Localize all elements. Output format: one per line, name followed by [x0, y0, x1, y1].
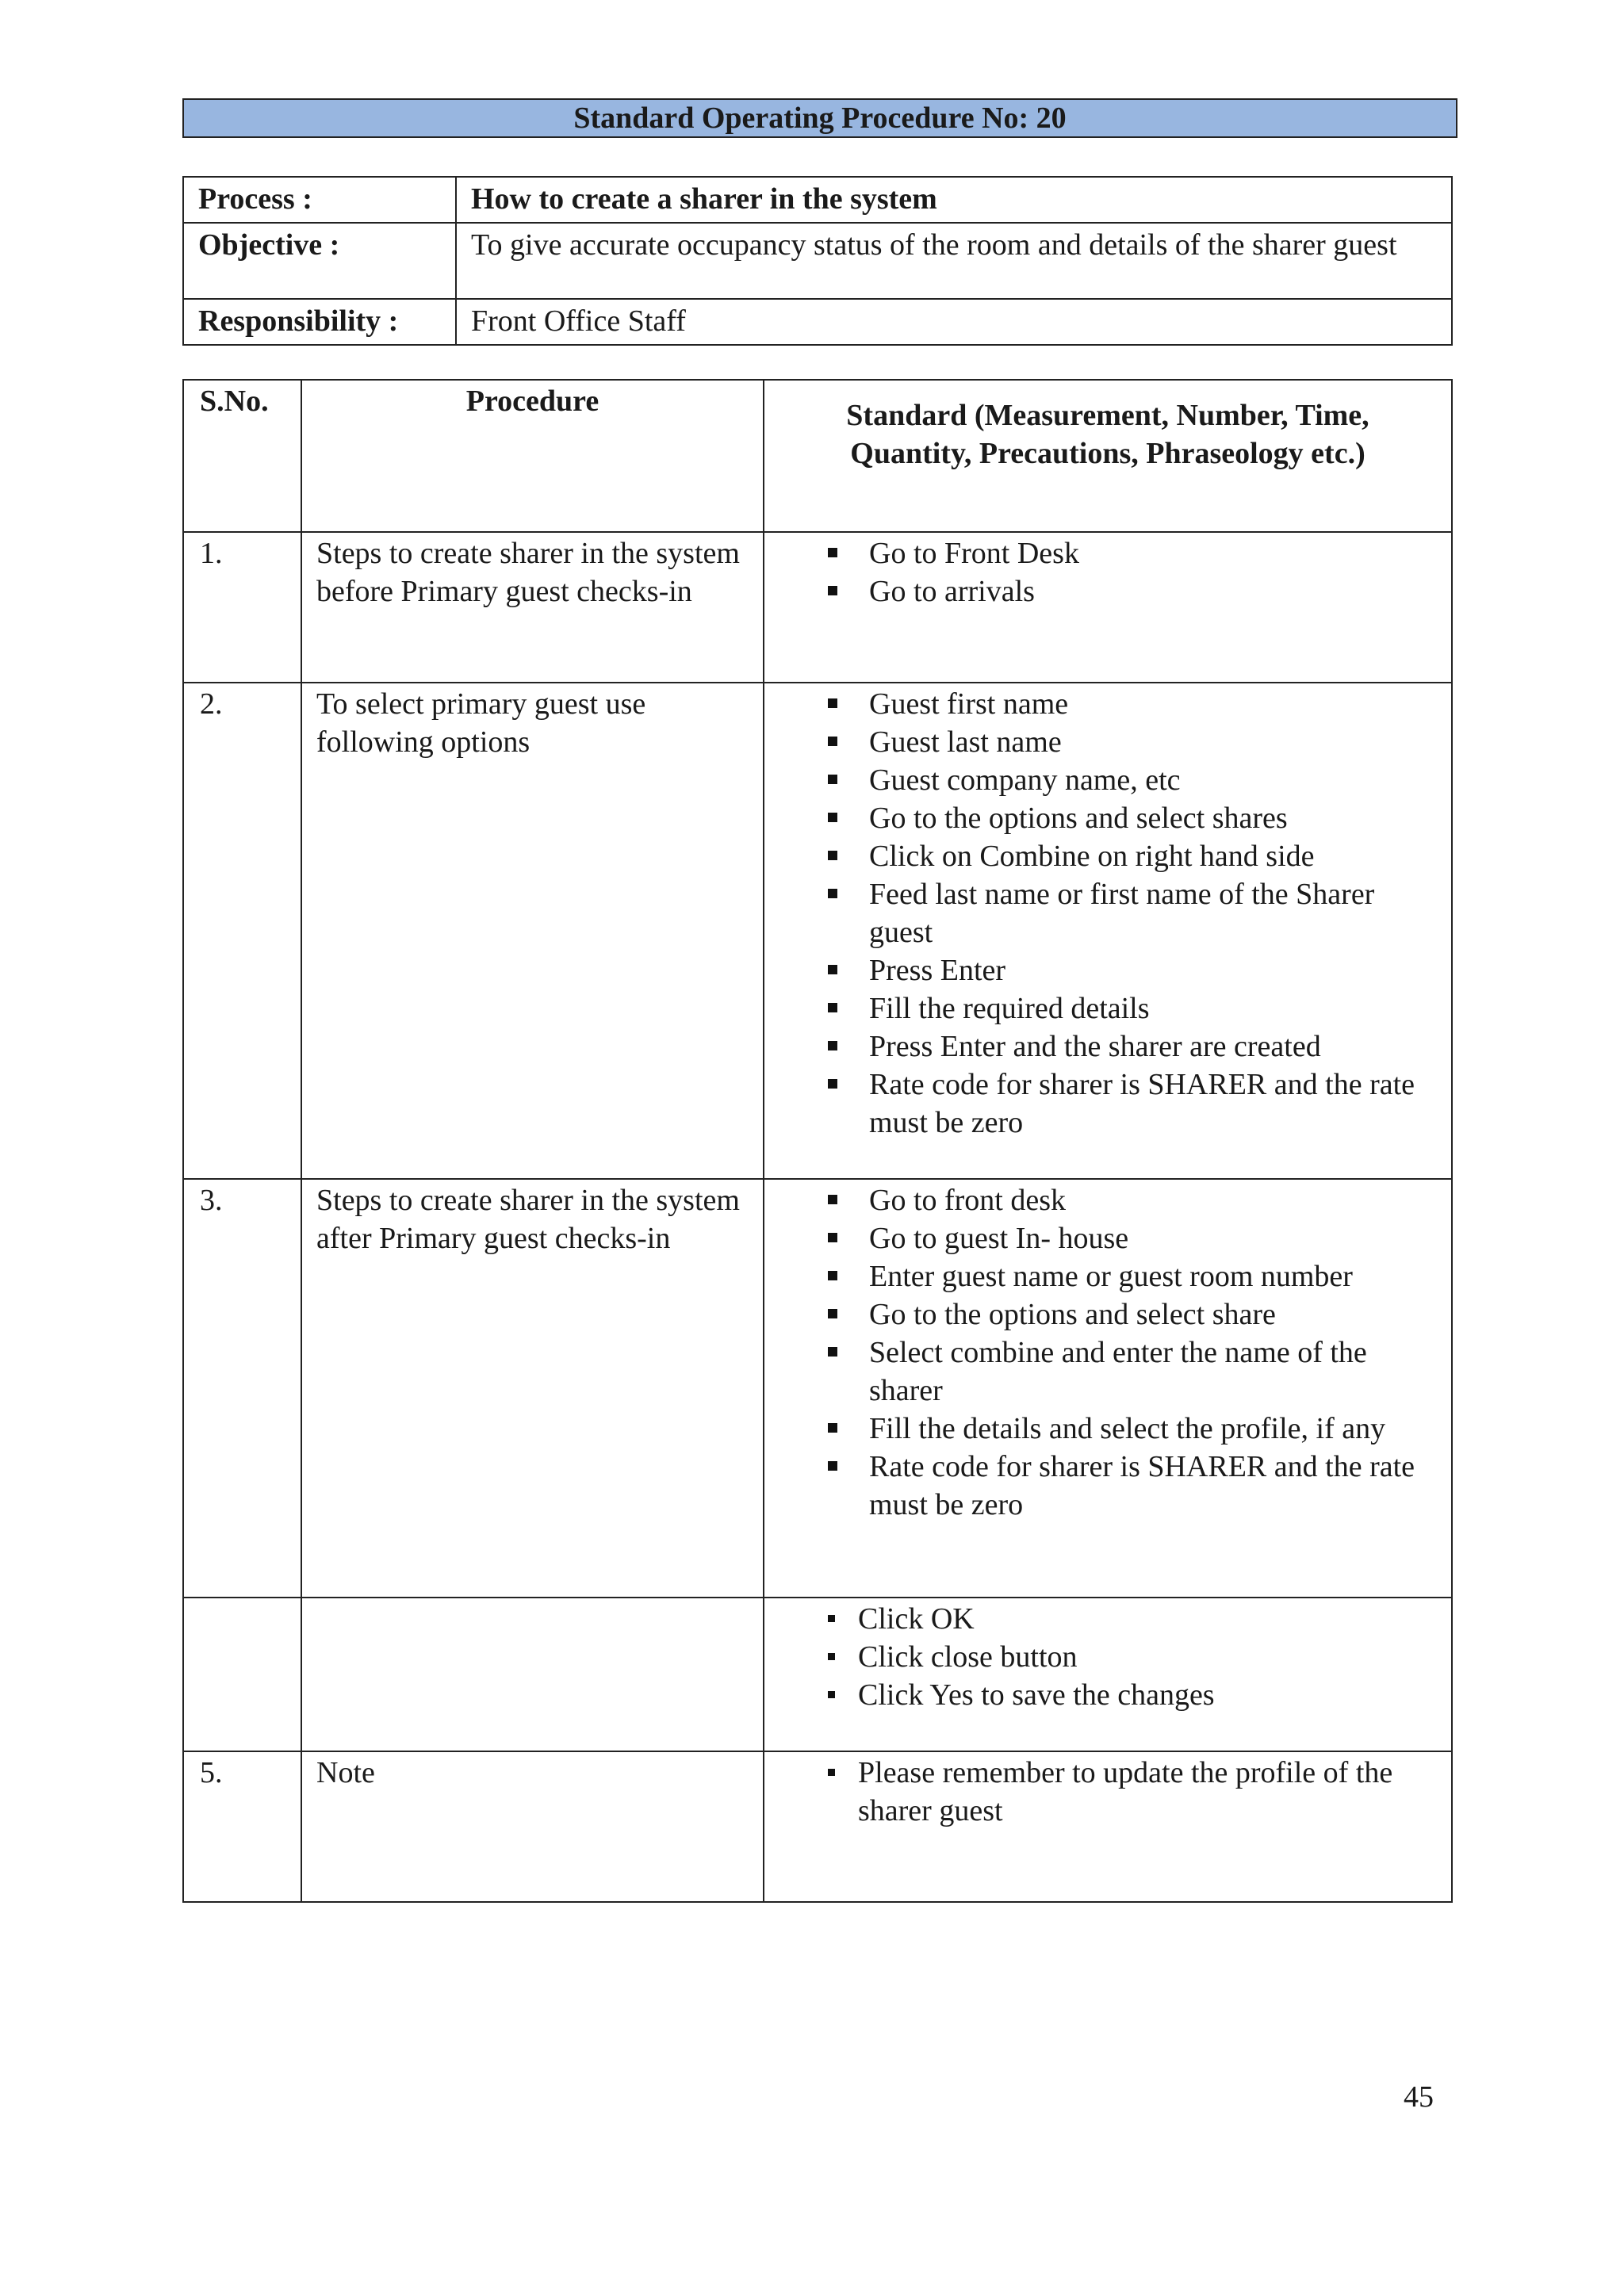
table-row [183, 683, 1452, 1179]
table-row [183, 1598, 1452, 1751]
list-item: Rate code for sharer is SHARER and the rate must be zero [828, 1448, 1427, 1524]
step-list [764, 1181, 1427, 1524]
list-item: Press Enter [828, 951, 1427, 989]
list-item: Enter guest name or guest room number [828, 1257, 1427, 1295]
responsibility-value: Front Office Staff [456, 299, 1452, 345]
list-item: Click close button [828, 1638, 1427, 1676]
row-sno: 2. [183, 683, 301, 1179]
list-item: Select combine and enter the name of the sharer [828, 1334, 1427, 1410]
list-item: Press Enter and the sharer are created [828, 1027, 1427, 1066]
row-procedure: Note [301, 1751, 764, 1902]
list-item: Go to front desk [828, 1181, 1427, 1219]
list-item: Go to the options and select shares [828, 799, 1427, 837]
table-row [183, 532, 1452, 683]
row-sno: 5. [183, 1751, 301, 1902]
row-procedure: Steps to create sharer in the system after Primary guest checks-in [301, 1179, 764, 1598]
row-procedure: To select primary guest use following options [301, 683, 764, 1179]
list-item: Guest company name, etc [828, 761, 1427, 799]
process-value: How to create a sharer in the system [456, 177, 1452, 223]
list-item: Go to the options and select share [828, 1295, 1427, 1334]
list-item: Guest first name [828, 685, 1427, 723]
row-standard [764, 532, 1452, 683]
process-row [183, 177, 1452, 223]
responsibility-label: Responsibility : [183, 299, 456, 345]
list-item: Click on Combine on right hand side [828, 837, 1427, 875]
list-item: Rate code for sharer is SHARER and the rate must be zero [828, 1066, 1427, 1142]
list-item: Go to arrivals [828, 572, 1427, 610]
page-number: 45 [1404, 2080, 1434, 2114]
row-sno: 3. [183, 1179, 301, 1598]
list-item: Feed last name or first name of the Sharer guest [828, 875, 1427, 951]
row-sno [183, 1598, 301, 1751]
list-item: Click OK [828, 1600, 1427, 1638]
list-item: Please remember to update the profile of the sharer guest [828, 1754, 1427, 1830]
list-item: Go to Front Desk [828, 534, 1427, 572]
responsibility-row [183, 299, 1452, 345]
row-sno: 1. [183, 532, 301, 683]
list-item: Click Yes to save the changes [828, 1676, 1427, 1714]
row-standard [764, 1598, 1452, 1751]
sno-header: S.No. [183, 380, 301, 532]
step-list [764, 534, 1427, 610]
standard-header: Standard (Measurement, Number, Time, Quantity, Precautions, Phraseology etc.) [764, 380, 1452, 532]
row-procedure: Steps to create sharer in the system before Primary guest checks-in [301, 532, 764, 683]
objective-value: To give accurate occupancy status of the room and details of the sharer guest [456, 223, 1452, 299]
row-standard [764, 683, 1452, 1179]
step-list [764, 685, 1427, 1142]
table-row [183, 1179, 1452, 1598]
list-item: Fill the required details [828, 989, 1427, 1027]
procedure-table-header [183, 380, 1452, 532]
objective-label: Objective : [183, 223, 456, 299]
table-row [183, 1751, 1452, 1902]
row-standard [764, 1179, 1452, 1598]
process-label: Process : [183, 177, 456, 223]
row-standard [764, 1751, 1452, 1902]
sop-title: Standard Operating Procedure No: 20 [182, 98, 1457, 138]
row-procedure [301, 1598, 764, 1751]
list-item: Go to guest In- house [828, 1219, 1427, 1257]
process-info-table [182, 176, 1453, 346]
procedure-table [182, 379, 1453, 1903]
procedure-header: Procedure [301, 380, 764, 532]
objective-row [183, 223, 1452, 299]
step-list [764, 1754, 1427, 1830]
step-list [764, 1600, 1427, 1714]
list-item: Fill the details and select the profile, if any [828, 1410, 1427, 1448]
list-item: Guest last name [828, 723, 1427, 761]
